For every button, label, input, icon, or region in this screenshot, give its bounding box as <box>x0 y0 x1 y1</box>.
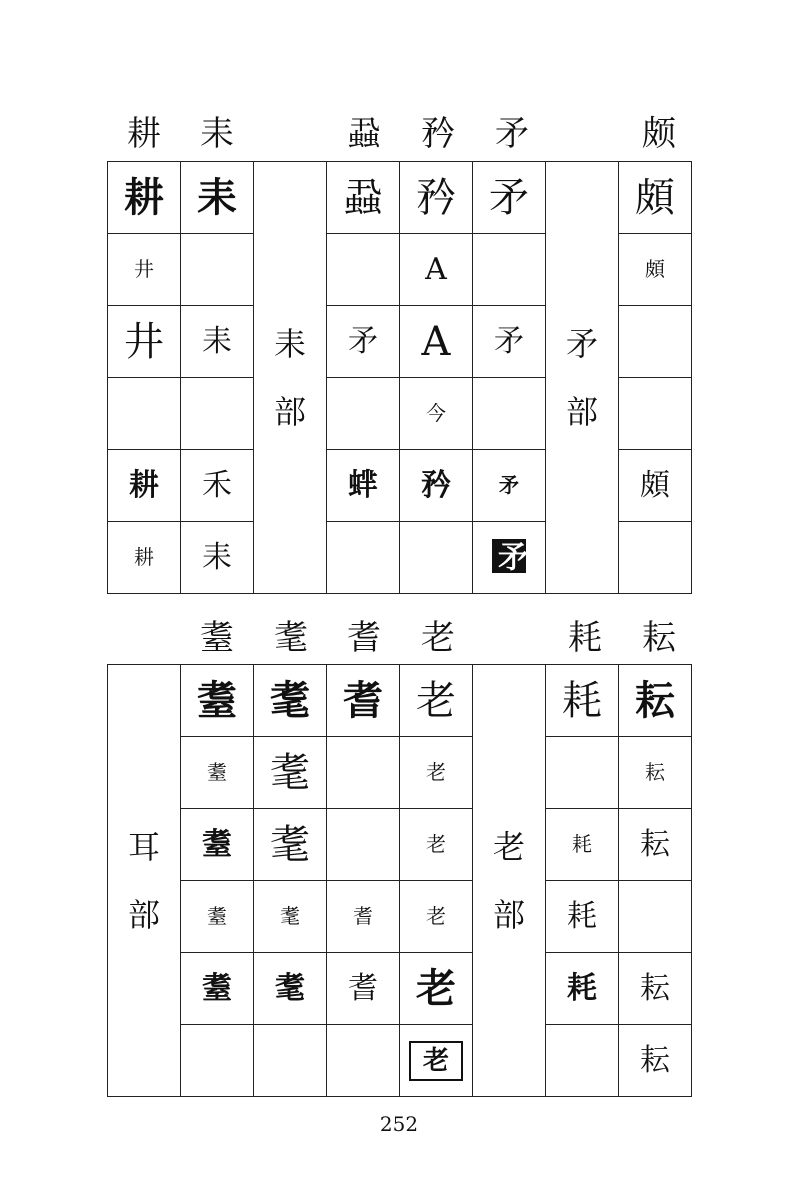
glyph: 矛 <box>489 174 529 221</box>
bottom-header-2: 耋 <box>200 618 234 658</box>
glyph: 井 <box>134 257 154 281</box>
rubbing-glyph: 矛 <box>492 540 527 571</box>
cell <box>473 450 546 522</box>
glyph: 耄 <box>270 749 310 796</box>
glyph: 禾 <box>202 467 232 503</box>
cell <box>473 306 546 378</box>
glyph: 老 <box>426 904 446 928</box>
bottom-character-table <box>107 664 692 1097</box>
cell <box>473 162 546 234</box>
glyph: 耋 <box>202 826 232 862</box>
cell <box>546 665 619 737</box>
cell <box>108 450 181 522</box>
cell <box>181 809 254 881</box>
glyph: 耆 <box>353 904 373 928</box>
cell <box>181 234 254 306</box>
cell <box>546 953 619 1025</box>
cell <box>254 809 327 881</box>
cell <box>181 522 254 594</box>
cell <box>108 378 181 450</box>
glyph: 耆 <box>343 676 383 724</box>
cell <box>254 665 327 737</box>
cell <box>400 737 473 809</box>
cell <box>619 665 692 737</box>
cell <box>619 234 692 306</box>
cell <box>400 809 473 881</box>
cell <box>181 162 254 234</box>
cell <box>619 306 692 378</box>
cell <box>254 953 327 1025</box>
glyph: A <box>421 318 451 365</box>
cell <box>400 234 473 306</box>
cell <box>400 881 473 953</box>
cell <box>181 737 254 809</box>
cell <box>619 737 692 809</box>
top-header-8: 颇 <box>642 114 676 154</box>
top-header-4: 蝨 <box>347 114 381 154</box>
glyph: 耆 <box>348 970 378 1006</box>
glyph: 老 <box>426 832 446 856</box>
glyph: 蝆 <box>348 467 378 503</box>
cell <box>546 881 619 953</box>
cell <box>473 234 546 306</box>
cell <box>108 162 181 234</box>
cell <box>619 378 692 450</box>
bottom-header-8: 耘 <box>642 618 676 658</box>
glyph: 耗 <box>572 832 592 856</box>
glyph: 頗 <box>635 174 675 221</box>
cell <box>181 953 254 1025</box>
cell <box>400 162 473 234</box>
radical-bu: 部 <box>565 392 598 431</box>
radical-char: 老 <box>492 827 525 866</box>
cell <box>181 306 254 378</box>
cell <box>473 522 546 594</box>
glyph: 老 <box>416 964 456 1012</box>
bottom-header-5: 老 <box>421 618 455 658</box>
cell <box>619 881 692 953</box>
glyph: 矛 <box>499 473 519 497</box>
top-character-table <box>107 161 692 594</box>
radical-label-er <box>108 665 181 1097</box>
cell <box>108 306 181 378</box>
glyph: 頗 <box>645 257 665 281</box>
glyph: 耘 <box>640 1042 670 1078</box>
radical-label-lei <box>254 162 327 594</box>
seal-glyph: 老 <box>409 1041 463 1081</box>
cell <box>400 450 473 522</box>
cell <box>327 665 400 737</box>
glyph: 耋 <box>197 676 237 724</box>
top-header-5: 矜 <box>421 114 455 154</box>
cell <box>327 1025 400 1097</box>
glyph: 耘 <box>640 826 670 862</box>
radical-char: 耒 <box>273 324 306 363</box>
glyph: 耒 <box>197 173 237 221</box>
glyph: 井 <box>124 318 164 365</box>
cell <box>181 378 254 450</box>
cell <box>546 809 619 881</box>
cell <box>619 1025 692 1097</box>
cell <box>546 737 619 809</box>
glyph: 耕 <box>134 545 154 569</box>
cell <box>327 881 400 953</box>
cell <box>619 809 692 881</box>
radical-label-mao <box>546 162 619 594</box>
glyph: 耄 <box>270 821 310 868</box>
glyph: 耘 <box>635 676 675 724</box>
glyph: 耕 <box>124 173 164 221</box>
cell <box>400 378 473 450</box>
glyph: 耄 <box>270 676 310 724</box>
radical-bu: 部 <box>273 392 306 431</box>
cell <box>327 450 400 522</box>
cell <box>181 665 254 737</box>
cell <box>546 1025 619 1097</box>
glyph: 耒 <box>202 539 232 575</box>
cell <box>254 881 327 953</box>
cell <box>327 522 400 594</box>
glyph: 頗 <box>640 467 670 503</box>
glyph: 老 <box>426 760 446 784</box>
glyph: 今 <box>426 401 446 425</box>
cell <box>327 306 400 378</box>
cell <box>181 881 254 953</box>
glyph: 矛 <box>348 323 378 359</box>
glyph: 耋 <box>202 970 232 1006</box>
glyph: 耄 <box>275 970 305 1006</box>
cell <box>327 737 400 809</box>
glyph: 耘 <box>645 760 665 784</box>
glyph: 耗 <box>567 898 597 934</box>
cell <box>327 162 400 234</box>
glyph: 矛 <box>494 323 524 359</box>
cell <box>400 665 473 737</box>
cell <box>619 522 692 594</box>
glyph: 老 <box>416 677 456 724</box>
glyph: 耋 <box>207 760 227 784</box>
cell <box>400 1025 473 1097</box>
cell <box>181 450 254 522</box>
glyph: 蝨 <box>343 174 383 221</box>
glyph: 耕 <box>129 467 159 503</box>
glyph: 耘 <box>640 970 670 1006</box>
cell <box>327 234 400 306</box>
cell <box>254 737 327 809</box>
bottom-header-7: 耗 <box>568 618 602 658</box>
cell <box>619 162 692 234</box>
cell <box>619 953 692 1025</box>
cell <box>327 953 400 1025</box>
cell <box>181 1025 254 1097</box>
radical-bu: 部 <box>127 895 160 934</box>
glyph: A <box>425 251 447 287</box>
top-header-2: 耒 <box>200 114 234 154</box>
top-header-6: 矛 <box>495 114 529 154</box>
radical-char: 矛 <box>565 324 598 363</box>
radical-char: 耳 <box>127 827 160 866</box>
cell <box>473 378 546 450</box>
cell <box>108 234 181 306</box>
cell <box>327 809 400 881</box>
glyph: 耋 <box>207 904 227 928</box>
cell <box>108 522 181 594</box>
radical-bu: 部 <box>492 895 525 934</box>
top-header-1: 耕 <box>127 114 161 154</box>
page-number: 252 <box>379 1112 419 1136</box>
radical-label-lao <box>473 665 546 1097</box>
cell <box>619 450 692 522</box>
glyph: 耗 <box>562 677 602 724</box>
cell <box>254 1025 327 1097</box>
glyph: 耄 <box>280 904 300 928</box>
glyph: 矜 <box>416 174 456 221</box>
glyph: 耒 <box>202 323 232 359</box>
glyph: 矜 <box>421 467 451 503</box>
bottom-header-4: 耆 <box>347 618 381 658</box>
cell <box>400 953 473 1025</box>
bottom-header-3: 耄 <box>274 618 308 658</box>
cell <box>327 378 400 450</box>
glyph: 耗 <box>567 970 597 1006</box>
cell <box>400 306 473 378</box>
cell <box>400 522 473 594</box>
